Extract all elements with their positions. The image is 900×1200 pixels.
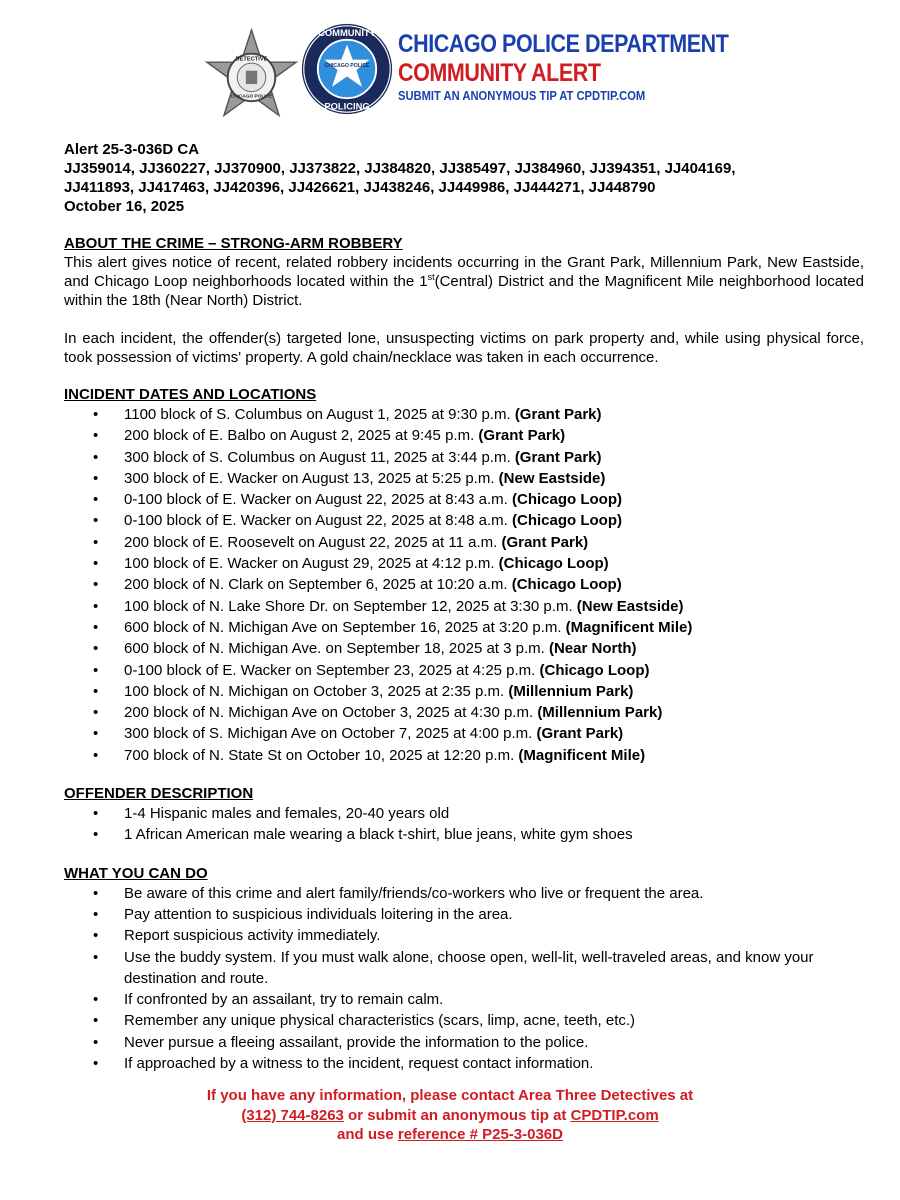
action-item: • Never pursue a fleeing assailant, provide the information to the police.	[64, 1032, 864, 1053]
incident-item: • 600 block of N. Michigan Ave. on September 18, 2025 at 3 p.m. (Near North)	[64, 638, 864, 659]
incident-item: • 200 block of N. Clark on September 6, 2025 at 10:20 a.m. (Chicago Loop)	[64, 574, 864, 595]
alert-body	[64, 140, 864, 1074]
offender-item: • 1 African American male wearing a black t-shirt, blue jeans, white gym shoes	[64, 824, 864, 845]
reference-number: reference # P25-3-036D	[397, 1126, 563, 1143]
case-numbers-line-1: JJ359014, JJ360227, JJ370900, JJ373822, JJ384820, JJ385497, JJ384960, JJ394351, JJ404169,	[64, 160, 736, 177]
action-item: • Be aware of this crime and alert family/friends/co-workers who live or frequent the area.	[64, 883, 864, 904]
offender-item: • 1-4 Hispanic males and females, 20-40 years old	[64, 803, 864, 824]
cp-badge-bottom-text: POLICING	[324, 100, 370, 112]
incident-item: • 0-100 block of E. Wacker on August 22, 2025 at 8:48 a.m. (Chicago Loop)	[64, 510, 864, 531]
incident-item: • 300 block of S. Michigan Ave on October 7, 2025 at 4:00 p.m. (Grant Park)	[64, 723, 864, 744]
incident-item: • 300 block of S. Columbus on August 11, 2025 at 3:44 p.m. (Grant Park)	[64, 447, 864, 468]
alert-header	[0, 0, 900, 130]
incident-list	[64, 404, 864, 766]
actions-list	[64, 883, 864, 1075]
alert-type-title: COMMUNITY ALERT	[398, 59, 601, 87]
action-item: • Use the buddy system. If you must walk alone, choose open, well-lit, well-traveled areas, and know your destination and route.	[64, 947, 864, 990]
case-numbers-line-2: JJ411893, JJ417463, JJ420396, JJ426621, JJ438246, JJ449986, JJ444271, JJ448790	[64, 179, 656, 196]
action-item: • Pay attention to suspicious individuals loitering in the area.	[64, 904, 864, 925]
incidents-section-title: INCIDENT DATES AND LOCATIONS	[64, 386, 317, 403]
detectives-phone-link[interactable]: (312) 744-8263	[241, 1106, 344, 1124]
actions-section-title: WHAT YOU CAN DO	[64, 864, 208, 882]
detective-star-badge	[204, 28, 299, 123]
action-item: • If confronted by an assailant, try to remain calm.	[64, 989, 864, 1010]
incident-item: • 700 block of N. State St on October 10, 2025 at 12:20 p.m. (Magnificent Mile)	[64, 745, 864, 766]
incident-item: • 200 block of N. Michigan Ave on October 3, 2025 at 4:30 p.m. (Millennium Park)	[64, 702, 864, 723]
header-text-block	[398, 30, 782, 104]
incident-item: • 200 block of E. Balbo on August 2, 2025 at 9:45 p.m. (Grant Park)	[64, 425, 864, 446]
incident-item: • 100 block of N. Michigan on October 3, 2025 at 2:35 p.m. (Millennium Park)	[64, 681, 864, 702]
incident-item: • 100 block of E. Wacker on August 29, 2025 at 4:12 p.m. (Chicago Loop)	[64, 553, 864, 574]
alert-id: Alert 25-3-036D CA	[64, 141, 200, 158]
about-paragraph-1: This alert gives notice of recent, related robbery incidents occurring in the Grant Park, Millennium Park, New Eastside, and Chicago Loop neighborhoods located within the 1st(Central) District and the Magnificent Mile neighborhood located within the 18th (Near North) District.	[64, 254, 864, 309]
incident-item: • 0-100 block of E. Wacker on September 23, 2025 at 4:25 p.m. (Chicago Loop)	[64, 660, 864, 681]
offender-list	[64, 803, 864, 846]
cp-badge-top-text: COMMUNITY	[318, 27, 376, 39]
incident-item: • 200 block of E. Roosevelt on August 22, 2025 at 11 a.m. (Grant Park)	[64, 532, 864, 553]
contact-line-3: and use reference # P25-3-036D	[337, 1126, 563, 1143]
department-title: CHICAGO POLICE DEPARTMENT	[398, 30, 729, 58]
alert-date: October 16, 2025	[64, 198, 185, 215]
alert-meta	[64, 140, 864, 216]
incident-item: • 100 block of N. Lake Shore Dr. on September 12, 2025 at 3:30 p.m. (New Eastside)	[64, 596, 864, 617]
action-item: • Report suspicious activity immediately.	[64, 925, 864, 946]
about-paragraph-2: In each incident, the offender(s) targeted lone, unsuspecting victims on park property and, while using physical force, took possession of victims' property. A gold chain/necklace was taken in each occurrence.	[64, 330, 864, 366]
offender-section-title: OFFENDER DESCRIPTION	[64, 785, 254, 803]
star-badge-ring-text: CHICAGO POLICE	[230, 94, 273, 100]
action-item: • If approached by a witness to the incident, request contact information.	[64, 1053, 864, 1074]
cp-badge-inner-text: CHICAGO POLICE	[324, 63, 370, 70]
contact-footer	[0, 1086, 900, 1145]
community-policing-badge	[300, 22, 394, 116]
incident-item: • 300 block of E. Wacker on August 13, 2025 at 5:25 p.m. (New Eastside)	[64, 468, 864, 489]
incident-item: • 1100 block of S. Columbus on August 1, 2025 at 9:30 p.m. (Grant Park)	[64, 404, 864, 425]
about-section-title: ABOUT THE CRIME – STRONG-ARM ROBBERY	[64, 235, 403, 252]
incident-item: • 600 block of N. Michigan Ave on September 16, 2025 at 3:20 p.m. (Magnificent Mile)	[64, 617, 864, 638]
incident-item: • 0-100 block of E. Wacker on August 22, 2025 at 8:43 a.m. (Chicago Loop)	[64, 489, 864, 510]
contact-line-2: (312) 744-8263 or submit an anonymous tip at CPDTIP.com	[241, 1106, 659, 1124]
action-item: • Remember any unique physical characteristics (scars, limp, acne, teeth, etc.)	[64, 1010, 864, 1031]
contact-line-1: If you have any information, please contact Area Three Detectives at	[206, 1087, 694, 1104]
tip-line: SUBMIT AN ANONYMOUS TIP AT CPDTIP.COM	[398, 88, 646, 103]
star-badge-top-text: DETECTIVE	[235, 56, 268, 63]
cpdtip-link[interactable]: CPDTIP.com	[570, 1106, 659, 1124]
